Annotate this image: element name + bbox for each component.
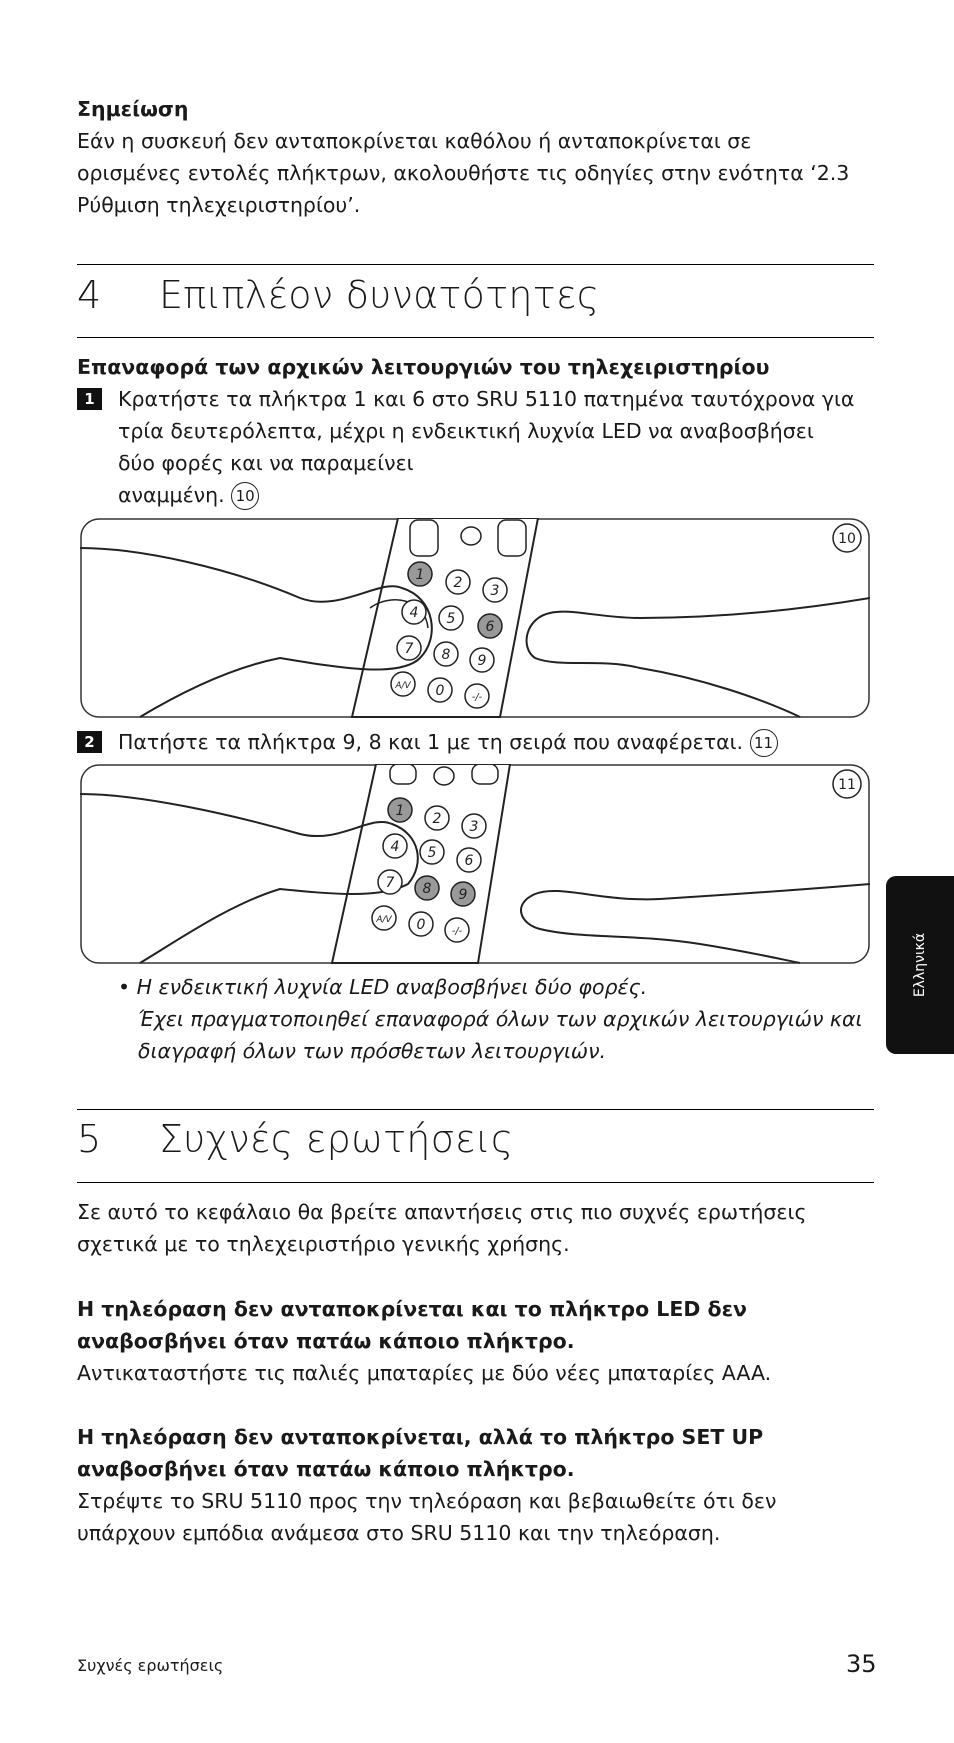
language-tab-label: Ελληνικά [912,932,928,998]
fig11-key-6: 6 [464,853,474,869]
footer-section: Συχνές ερωτήσεις [77,1656,224,1675]
fig11-key-av: A/V [376,915,392,925]
section-5-title-text: Συχνές ερωτήσεις [159,1117,514,1161]
fig11-key-1: 1 [395,803,405,819]
fig11-key-9: 9 [458,887,468,903]
figure-11-label: 11 [838,777,856,793]
faq-q2-line-2: αναβοσβήνει όταν πατάω κάποιο πλήκτρο. [77,1457,575,1481]
step-2-line [118,726,778,759]
fig10-key-3: 3 [490,583,500,599]
fig10-key-av: A/V [395,681,411,691]
fig11-key-dash: -/- [451,926,463,937]
section-5-top-rule [77,1109,874,1110]
result-line-1 [118,971,647,1004]
fig10-key-dash: -/- [471,692,483,703]
section-4-bottom-rule [77,337,874,338]
step-1-line-3: δύο φορές και να παραμείνει [118,451,414,475]
fig11-key-3: 3 [469,819,479,835]
faq-intro-2: σχετικά με το τηλεχειριστήριο γενικής χρήσης. [77,1232,570,1256]
fig10-key-4: 4 [409,605,419,621]
section-5-bottom-rule [77,1182,874,1183]
section-4-top-rule [77,264,874,265]
note-line-2: ορισμένες εντολές πλήκτρων, ακολουθήστε τις οδηγίες στην ενότητα ‘2.3 [77,161,850,185]
figure-11-illustration [80,764,870,964]
fig11-key-4: 4 [390,839,400,855]
faq-q1-line-2: αναβοσβήνει όταν πατάω κάποιο πλήκτρο. [77,1329,575,1353]
fig10-key-8: 8 [441,647,451,663]
faq-intro-1: Σε αυτό το κεφάλαιο θα βρείτε απαντήσεις στις πιο συχνές ερωτήσεις [77,1200,807,1224]
reset-subheading: Επαναφορά των αρχικών λειτουργιών του τηλεχειριστηρίου [77,355,770,379]
figure-ref-10: 10 [231,482,259,510]
result-line-3: διαγραφή όλων των πρόσθετων λειτουργιών. [138,1039,607,1063]
fig11-key-2: 2 [432,811,442,827]
section-4-title [77,273,599,317]
faq-a2-line-1: Στρέψτε το SRU 5110 προς την τηλεόραση και βεβαιωθείτε ότι δεν [77,1489,777,1513]
step-1-badge: 1 [77,388,102,410]
result-line-1-text: Η ενδεικτική λυχνία LED αναβοσβήνει δύο φορές. [136,975,648,999]
section-5-title [77,1117,514,1161]
faq-q1-line-1: Η τηλεόραση δεν ανταποκρίνεται και το πλήκτρο LED δεν [77,1297,747,1321]
faq-a1: Αντικαταστήστε τις παλιές μπαταρίες με δύο νέες μπαταρίες AAA. [77,1361,772,1385]
figure-10-illustration [80,518,870,718]
fig10-key-5: 5 [446,611,456,627]
fig10-key-2: 2 [453,575,463,591]
step-2-badge: 2 [77,731,102,753]
result-line-2: Έχει πραγματοποιηθεί επαναφορά όλων των αρχικών λειτουργιών και [138,1007,863,1031]
fig10-key-0: 0 [435,683,445,699]
step-1-line-1: Κρατήστε τα πλήκτρα 1 και 6 στο SRU 5110 πατημένα ταυτόχρονα για [118,387,855,411]
page-number: 35 [846,1650,877,1678]
step-1-line-4 [118,479,259,512]
faq-q2-line-1: Η τηλεόραση δεν ανταποκρίνεται, αλλά το πλήκτρο SET UP [77,1425,764,1449]
figure-11-svg [80,764,870,964]
section-5-number: 5 [77,1117,102,1161]
fig10-key-6: 6 [485,619,495,635]
fig10-key-1: 1 [415,567,425,583]
figure-10-svg [80,518,870,718]
step-1-line-2: τρία δευτερόλεπτα, μέχρι η ενδεικτική λυχνία LED να αναβοσβήσει [118,419,814,443]
step-1-line-4-text: αναμμένη. [118,483,225,507]
result-bullet: • [118,975,131,999]
fig11-key-0: 0 [416,917,426,933]
language-tab [886,876,954,1054]
note-line-3: Ρύθμιση τηλεχειριστηρίου’. [77,193,361,217]
section-4-title-text: Επιπλέον δυνατότητες [159,273,600,317]
faq-a2-line-2: υπάρχουν εμπόδια ανάμεσα στο SRU 5110 και την τηλεόραση. [77,1521,721,1545]
fig10-key-9: 9 [477,653,487,669]
figure-ref-11: 11 [750,729,778,757]
note-heading: Σημείωση [77,97,189,121]
figure-10-label: 10 [838,531,856,547]
note-line-1: Εάν η συσκευή δεν ανταποκρίνεται καθόλου ή ανταποκρίνεται σε [77,129,752,153]
fig11-key-7: 7 [385,875,395,891]
fig11-key-8: 8 [422,881,432,897]
fig10-key-7: 7 [404,641,414,657]
step-2-text: Πατήστε τα πλήκτρα 9, 8 και 1 με τη σειρά που αναφέρεται. [118,730,744,754]
section-4-number: 4 [77,273,102,317]
fig11-key-5: 5 [427,845,437,861]
